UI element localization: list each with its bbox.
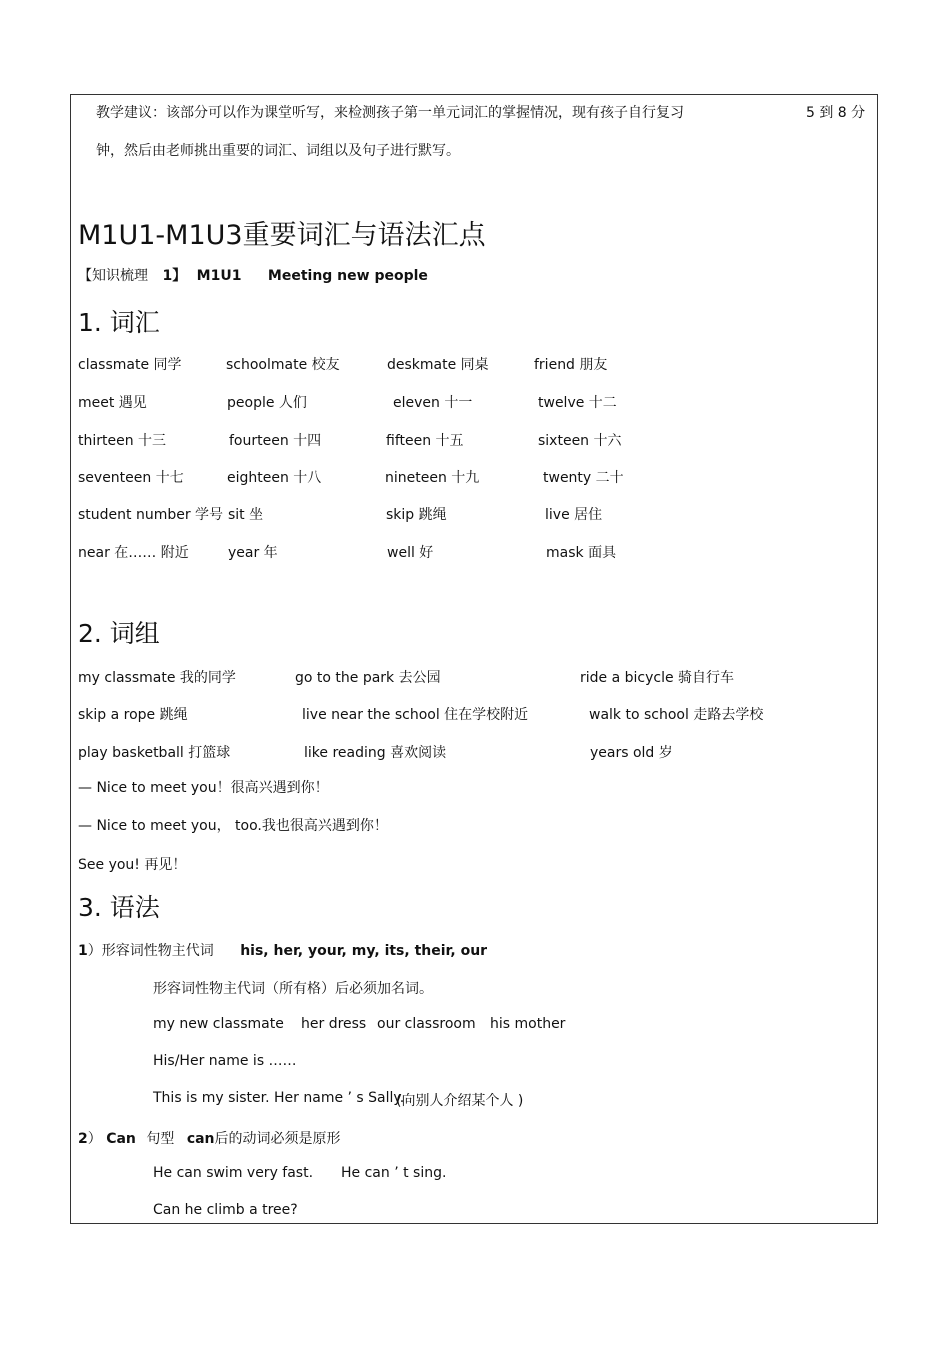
- vocab-item: year 年: [228, 545, 278, 561]
- grammar-item-2-can-lower: can: [186, 1131, 215, 1147]
- grammar-sentence: This is my sister. Her name ’ s Sally.: [153, 1090, 405, 1106]
- vocab-item: skip 跳绳: [386, 507, 447, 523]
- grammar-item-2-rest: 后的动词必须是原形: [214, 1131, 341, 1147]
- grammar-item-1-label: ）形容词性物主代词: [87, 943, 214, 959]
- grammar-pattern: His/Her name is ……: [153, 1053, 297, 1069]
- grammar-item-2-title: [78, 1128, 341, 1148]
- phrase-sentence: — Nice to meet you， too.我也很高兴遇到你！: [78, 818, 388, 834]
- vocab-item: seventeen 十七: [78, 470, 184, 486]
- grammar-item-2-can: Can: [106, 1131, 136, 1147]
- page-title: M1U1-M1U3重要词汇与语法汇点: [78, 220, 486, 251]
- suggestion-line-1: 教学建议：该部分可以作为课堂听写，来检测孩子第一单元词汇的掌握情况，现有孩子自行复习: [96, 105, 684, 121]
- vocab-item: live 居住: [545, 507, 603, 523]
- vocab-item: nineteen 十九: [385, 470, 480, 486]
- vocab-item: twelve 十二: [538, 395, 617, 411]
- phrase-item: skip a rope 跳绳: [78, 707, 188, 723]
- grammar-item-2-bracket: ）: [87, 1131, 102, 1147]
- phrase-sentence: See you! 再见！: [78, 857, 187, 873]
- vocab-item: meet 遇见: [78, 395, 147, 411]
- grammar-item-1-words: his, her, your, my, its, their, our: [240, 943, 488, 959]
- grammar-sentence-note: (向别人介绍某个人 ): [396, 1093, 524, 1109]
- grammar-heading: 3. 语法: [78, 893, 160, 922]
- vocab-item: student number 学号: [78, 507, 224, 523]
- vocab-item: fifteen 十五: [386, 433, 464, 449]
- suggestion-minutes: 5 到 8 分: [806, 105, 866, 121]
- phrase-sentence: — Nice to meet you！很高兴遇到你！: [78, 780, 329, 796]
- topic-prefix: 【知识梳理: [78, 268, 148, 284]
- phrase-item: years old 岁: [590, 745, 673, 761]
- vocab-item: deskmate 同桌: [387, 357, 489, 373]
- topic-unit: M1U1: [196, 268, 242, 284]
- vocab-item: eleven 十一: [393, 395, 473, 411]
- grammar-item-1-note: 形容词性物主代词（所有格）后必须加名词。: [153, 981, 433, 997]
- phrases-heading: 2. 词组: [78, 619, 160, 648]
- grammar-can-example: He can swim very fast.: [153, 1165, 314, 1181]
- phrase-item: live near the school 住在学校附近: [302, 707, 529, 723]
- topic-number: 1】: [162, 268, 187, 284]
- phrase-item: go to the park 去公园: [295, 670, 441, 686]
- vocab-item: twenty 二十: [543, 470, 624, 486]
- vocab-item: eighteen 十八: [227, 470, 322, 486]
- grammar-example: my new classmate: [153, 1016, 284, 1032]
- vocab-item: near 在…… 附近: [78, 545, 189, 561]
- vocab-item: people 人们: [227, 395, 307, 411]
- vocab-item: schoolmate 校友: [226, 357, 340, 373]
- phrase-item: play basketball 打篮球: [78, 745, 231, 761]
- grammar-can-example: He can ’ t sing.: [341, 1165, 447, 1181]
- grammar-item-1-number: 1: [78, 943, 88, 959]
- vocab-item: classmate 同学: [78, 357, 182, 373]
- vocab-item: well 好: [387, 545, 434, 561]
- vocab-heading: 1. 词汇: [78, 308, 160, 337]
- grammar-example: his mother: [490, 1016, 566, 1032]
- topic-name: Meeting new people: [267, 268, 428, 284]
- phrase-item: my classmate 我的同学: [78, 670, 236, 686]
- grammar-example: her dress: [301, 1016, 367, 1032]
- vocab-item: friend 朋友: [534, 357, 608, 373]
- phrase-item: ride a bicycle 骑自行车: [580, 670, 735, 686]
- vocab-item: sit 坐: [228, 507, 264, 523]
- vocab-item: sixteen 十六: [538, 433, 622, 449]
- grammar-item-2-number: 2: [78, 1131, 88, 1147]
- phrase-item: walk to school 走路去学校: [589, 707, 764, 723]
- vocab-item: thirteen 十三: [78, 433, 167, 449]
- grammar-item-2-mid: 句型: [146, 1131, 175, 1147]
- vocab-item: fourteen 十四: [229, 433, 322, 449]
- grammar-example: our classroom: [377, 1016, 476, 1032]
- topic-line: [78, 265, 428, 285]
- grammar-can-example: Can he climb a tree?: [153, 1202, 298, 1218]
- grammar-item-1-title: [78, 940, 487, 960]
- suggestion-line-2: 钟，然后由老师挑出重要的词汇、词组以及句子进行默写。: [96, 143, 460, 159]
- phrase-item: like reading 喜欢阅读: [304, 745, 447, 761]
- vocab-item: mask 面具: [546, 545, 617, 561]
